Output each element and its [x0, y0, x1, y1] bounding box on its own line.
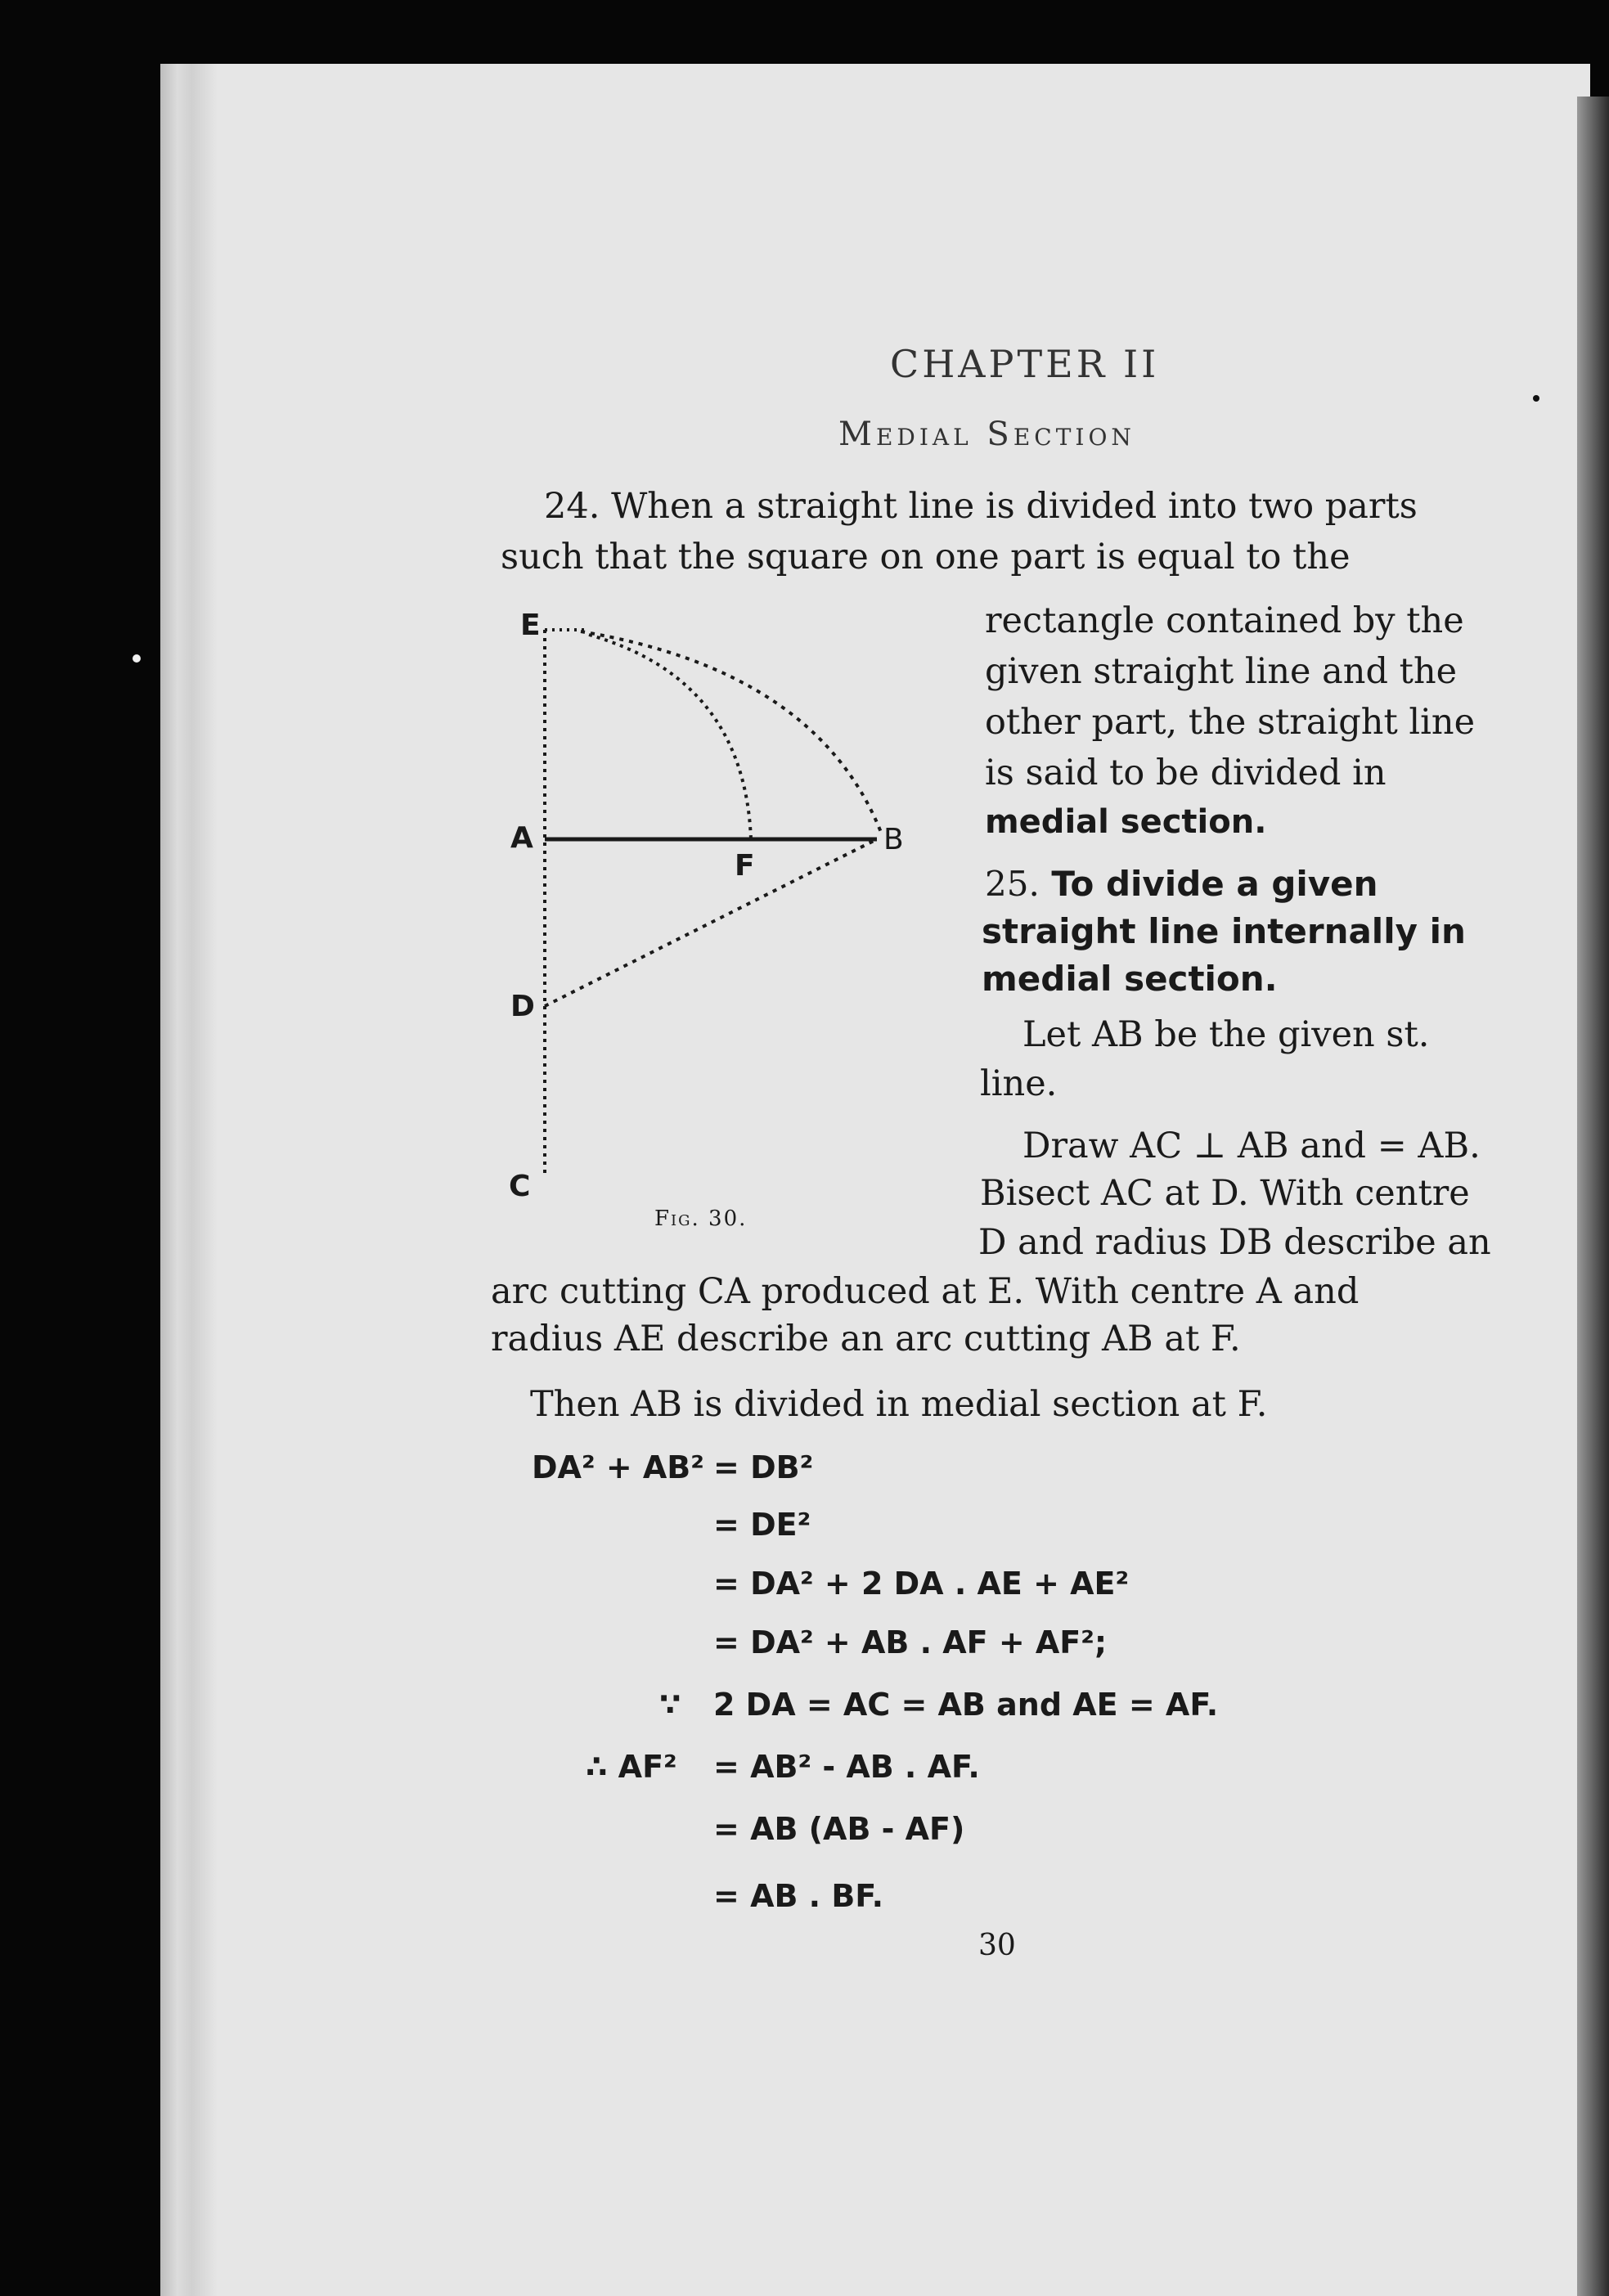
para-24-col-line: given straight line and the: [985, 651, 1458, 692]
para-25-full-line: arc cutting CA produced at E. With centre A and: [491, 1271, 1360, 1312]
proof-rhs: = DB²: [713, 1449, 814, 1485]
para-25-draw-line: Draw AC ⊥ AB and = AB.: [1022, 1126, 1481, 1166]
proof-rhs: 2 DA = AC = AB and AE = AF.: [713, 1687, 1219, 1723]
arc-ef: [589, 635, 751, 839]
proof-lhs: ∵: [659, 1687, 681, 1723]
proof-rhs: = AB . BF.: [713, 1878, 884, 1914]
dust-speck: [1533, 395, 1539, 402]
dust-speck: [133, 654, 141, 663]
para-24-term: medial section.: [985, 803, 1267, 841]
proof-rhs: = DA² + 2 DA . AE + AE²: [713, 1566, 1130, 1602]
proof-rhs: = DA² + AB . AF + AF²;: [713, 1624, 1108, 1660]
label-e: E: [520, 609, 541, 642]
para-24-line-2: such that the square on one part is equal to the: [501, 537, 1351, 577]
proof-rhs: = AB² - AB . AF.: [713, 1749, 980, 1785]
para-25-then: Then AB is divided in medial section at F.: [530, 1384, 1268, 1425]
para-25-full-line: radius AE describe an arc cutting AB at F.: [491, 1319, 1241, 1359]
label-c: C: [509, 1170, 531, 1203]
figure-30: [491, 589, 916, 1211]
chapter-heading: CHAPTER II: [890, 342, 1160, 386]
para-25-title-text: To divide a given: [1051, 864, 1378, 904]
para-25-let-line: line.: [980, 1063, 1058, 1104]
line-db: [545, 839, 877, 1006]
para-25-number: 25.: [985, 864, 1040, 904]
proof-lhs: DA² + AB²: [532, 1449, 704, 1485]
proof-rhs: = DE²: [713, 1507, 811, 1543]
para-24-number: 24.: [544, 486, 600, 527]
para-24-line-1: [544, 486, 1418, 527]
label-b: B: [883, 823, 904, 856]
proof-lhs: ∴ AF²: [586, 1749, 677, 1785]
label-f: F: [735, 849, 755, 883]
para-25-title-line: straight line internally in: [982, 911, 1466, 951]
figure-caption: Fig. 30.: [654, 1206, 748, 1231]
proof-rhs: = AB (AB - AF): [713, 1811, 965, 1847]
label-a: A: [510, 821, 533, 855]
para-25-draw-line: D and radius DB describe an: [978, 1222, 1491, 1263]
para-24-col-line: is said to be divided in: [985, 753, 1387, 793]
label-d: D: [510, 990, 535, 1023]
para-25-title-line: [985, 864, 1378, 904]
arc-eb: [581, 631, 882, 834]
para-25-title-line: medial section.: [982, 959, 1278, 999]
binding-shadow: [1577, 97, 1609, 2296]
page-edge: [160, 64, 218, 2296]
para-24-col-line: other part, the straight line: [985, 702, 1476, 743]
para-25-draw-line: Bisect AC at D. With centre: [980, 1173, 1470, 1214]
para-24-col-line: rectangle contained by the: [985, 600, 1464, 641]
section-heading: Medial Section: [838, 416, 1135, 453]
para-24-text-1: When a straight line is divided into two parts: [611, 486, 1418, 527]
para-25-let-line: Let AB be the given st.: [1022, 1014, 1430, 1055]
page-number: 30: [978, 1929, 1016, 1962]
